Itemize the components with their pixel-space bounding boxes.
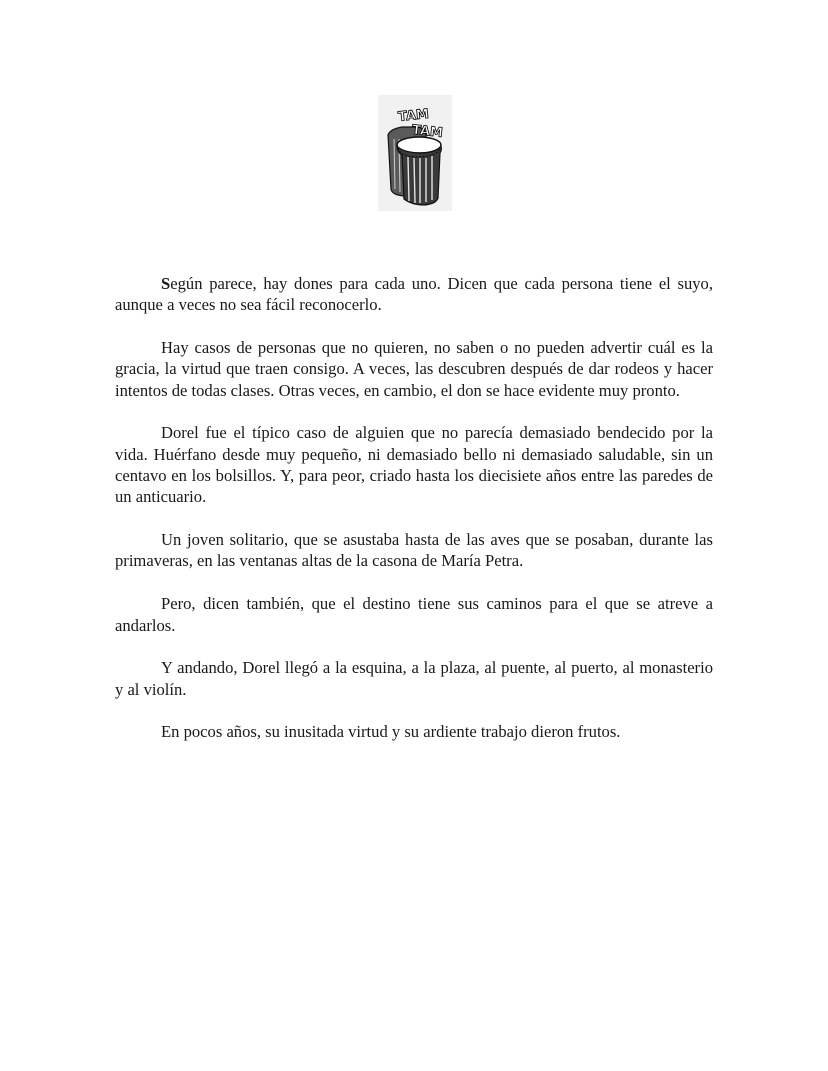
tam-tam-drum-illustration [378, 95, 452, 211]
paragraph-1-text: egún parece, hay dones para cada uno. Dicen que cada persona tiene el suyo, aunque a veces no sea fácil reconocerlo. [115, 274, 713, 315]
paragraph-2: Hay casos de personas que no quieren, no saben o no pueden advertir cuál es la gracia, la virtud que traen consigo. A veces, las descubren después de dar rodeos y hacer intentos de todas clases. Otras veces, en cambio, el don se hace evidente muy pronto. [115, 338, 713, 400]
paragraph-7: En pocos años, su inusitada virtud y su ardiente trabajo dieron frutos. [161, 722, 621, 742]
svg-text:TAM: TAM [411, 122, 444, 141]
body-text [115, 273, 713, 764]
paragraph-3: Dorel fue el típico caso de alguien que no parecía demasiado bendecido por la vida. Huérfano desde muy pequeño, ni demasiado bello ni demasiado saludable, sin un centavo en los bolsillos. Y, para peor, criado hasta los diecisiete años entre las paredes de un anticuario. [115, 423, 713, 507]
svg-text:TAM: TAM [397, 106, 430, 125]
paragraph-6: Y andando, Dorel llegó a la esquina, a la plaza, al puente, al puerto, al monasterio y al violín. [115, 658, 713, 699]
paragraph-1 [115, 273, 713, 316]
initial-letter: S [161, 274, 171, 293]
paragraph-5: Pero, dicen también, que el destino tiene sus caminos para el que se atreve a andarlos. [115, 594, 713, 635]
paragraph-4: Un joven solitario, que se asustaba hasta de las aves que se posaban, durante las primaveras, en las ventanas altas de la casona de María Petra. [115, 530, 713, 571]
tam-tam-drum-icon [378, 95, 452, 211]
